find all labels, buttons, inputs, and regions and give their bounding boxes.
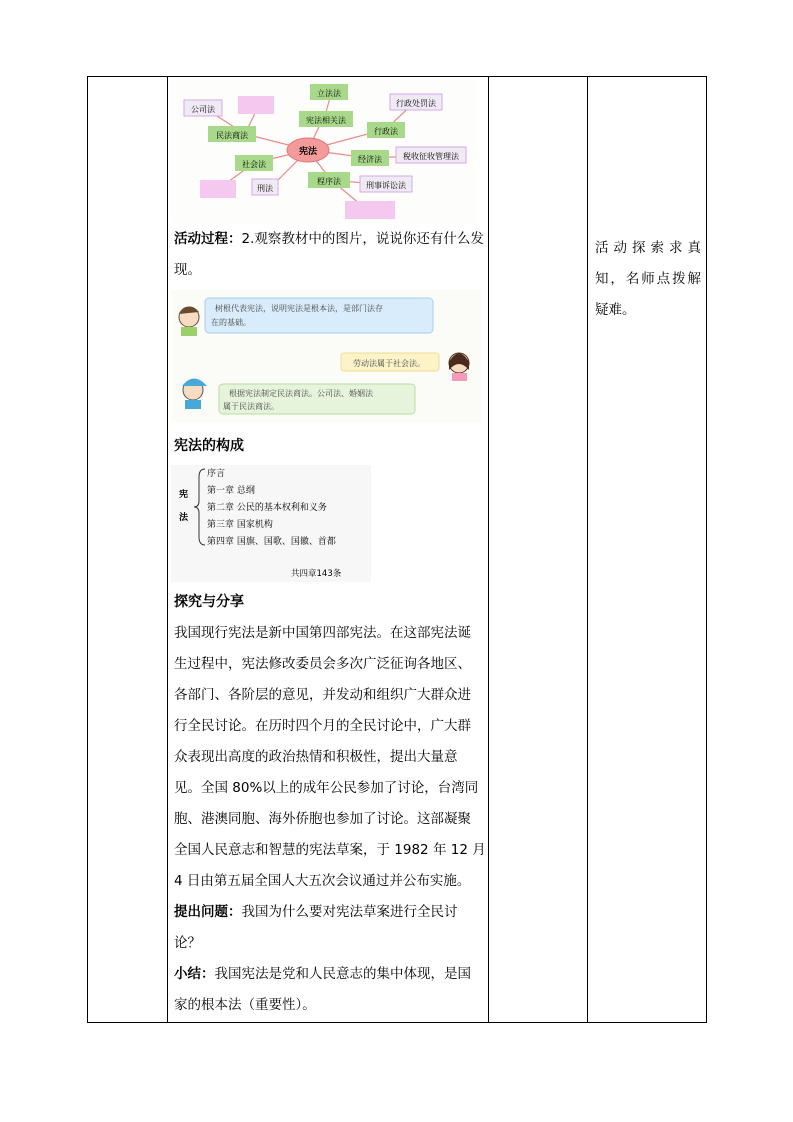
paragraph-line: 各部门、各阶层的意见，并发动和组织广大群众进: [174, 687, 471, 703]
mindmap-node: 民法商法: [216, 131, 248, 140]
speech-illustration: [171, 290, 481, 423]
structure-item: 第三章 国家机构: [207, 520, 273, 530]
paragraph-line: 论？: [174, 935, 201, 951]
paragraph-line: 见。全国 80%以上的成年公民参加了讨论，台湾同: [174, 780, 479, 796]
bracket-label: 宪: [179, 490, 189, 500]
structure-total: 共四章143条: [291, 569, 342, 579]
boy-avatar-icon: [179, 306, 199, 336]
mindmap-node: 公司法: [191, 105, 215, 114]
paragraph-line: 众表现出高度的政治热情和积极性，提出大量意: [174, 749, 458, 765]
constitution-mindmap: [171, 77, 476, 223]
girl-avatar-icon: [449, 353, 469, 381]
bubble-text: 劳动法属于社会法。: [353, 359, 425, 368]
paragraph-line: 4 日由第五届全国人大五次会议通过并公布实施。: [174, 873, 471, 889]
constitution-structure-figure: [171, 465, 371, 582]
bubble-text: 属于民法商法。: [223, 402, 279, 411]
mindmap-center: 宪法: [298, 147, 318, 157]
structure-item: 第一章 总纲: [207, 486, 255, 496]
summary-label: 小结：: [174, 966, 215, 982]
lesson-table: [87, 76, 707, 1023]
explore-heading: 探究与分享: [174, 594, 244, 610]
question-line: [174, 897, 486, 928]
mindmap-node: 刑事诉讼法: [366, 181, 406, 190]
teaching-note: 活动探索求真知，名师点拨解疑难。: [595, 240, 701, 318]
mindmap-node: 税收征收管理法: [403, 152, 459, 161]
question-text: 我国为什么要对宪法草案进行全民讨: [241, 904, 458, 920]
mindmap-node: 立法法: [317, 89, 341, 98]
bubble-text: 根据宪法制定民法商法。公司法、婚姻法: [229, 389, 373, 398]
summary-line: [174, 959, 486, 990]
mindmap-node: 经济法: [358, 155, 382, 164]
mindmap-node: 刑法: [257, 184, 273, 193]
structure-heading: 宪法的构成: [174, 438, 244, 454]
paragraph-line: 家的根本法（重要性）。: [174, 997, 316, 1013]
paragraph-line: 胞、港澳同胞、海外侨胞也参加了讨论。这部凝聚: [174, 811, 471, 827]
activity-label: 活动过程：: [174, 231, 242, 247]
paragraph-line: 全国人民意志和智慧的宪法草案，于 1982 年 12 月: [174, 842, 486, 858]
bracket-label: 法: [179, 513, 189, 523]
column-divider: [587, 77, 588, 1022]
column-divider: [488, 77, 489, 1022]
structure-item: 序言: [207, 469, 226, 479]
structure-item: 第四章 国旗、国歌、国徽、首都: [207, 537, 336, 547]
summary-text: 我国宪法是党和人民意志的集中体现，是国: [214, 966, 471, 982]
bubble-text: 树根代表宪法，说明宪法是根本法，是部门法存: [215, 304, 383, 313]
mindmap-node: 社会法: [242, 160, 266, 169]
mindmap-node: 宪法相关法: [306, 116, 346, 125]
paragraph-line: 行全民讨论。在历时四个月的全民讨论中，广大群: [174, 718, 471, 734]
mindmap-node: 行政处罚法: [396, 99, 436, 108]
paragraph-line: 我国现行宪法是新中国第四部宪法。在这部宪法诞: [174, 625, 471, 641]
bubble-text: 在的基础。: [211, 318, 251, 327]
mindmap-node: 行政法: [374, 127, 398, 136]
activity-text: 2.观察教材中的图片，说说你还有什么发现。: [174, 231, 484, 278]
explore-paragraph: [174, 618, 486, 1021]
activity-paragraph: [174, 224, 486, 286]
structure-item: 第二章 公民的基本权利和义务: [207, 503, 327, 513]
main-content-cell: [168, 77, 488, 1022]
paragraph-line: 生过程中，宪法修改委员会多次广泛征询各地区、: [174, 656, 471, 672]
question-label: 提出问题：: [174, 904, 242, 920]
mindmap-node: 程序法: [317, 177, 341, 186]
